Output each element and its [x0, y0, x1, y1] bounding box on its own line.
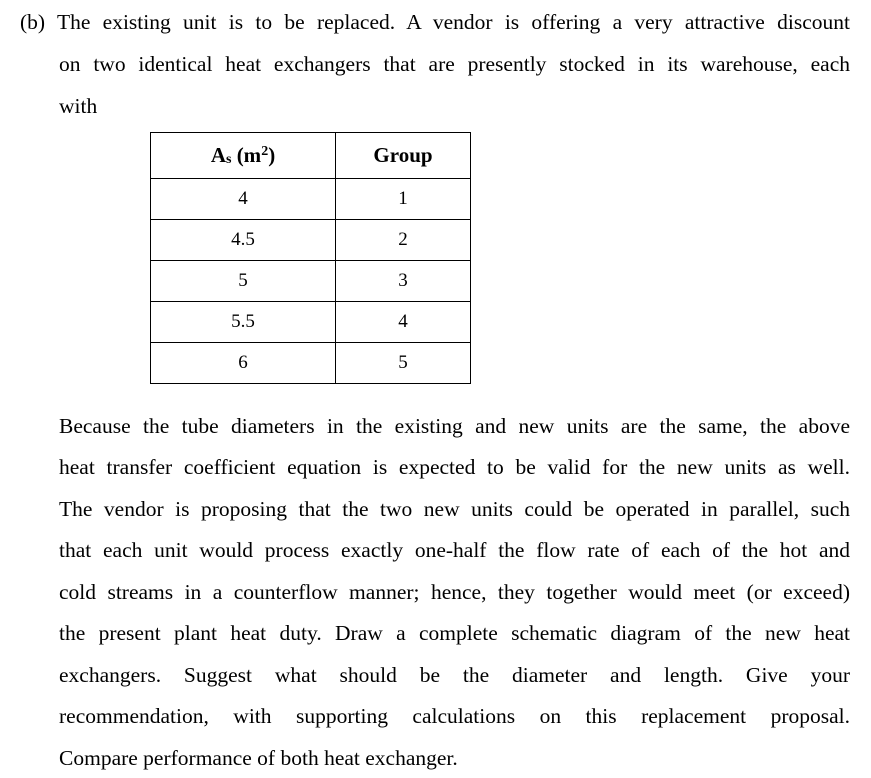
body-line-2: heat transfer coefficient equation is expected to be valid for the new units as well. [59, 455, 850, 479]
table-row [151, 179, 471, 220]
cell-group: 1 [336, 179, 471, 220]
table-row [151, 343, 471, 384]
body-line-3: The vendor is proposing that the two new units could be operated in parallel, such [59, 497, 850, 521]
body-line-9: Compare performance of both heat exchanger. [59, 746, 458, 770]
cell-group: 2 [336, 220, 471, 261]
cell-area: 4.5 [151, 220, 336, 261]
cell-group: 3 [336, 261, 471, 302]
table-row [151, 220, 471, 261]
table-row [151, 261, 471, 302]
intro-line-3: with [59, 94, 98, 118]
cell-area: 4 [151, 179, 336, 220]
body-line-7: exchangers. Suggest what should be the diameter and length. Give your [59, 663, 850, 687]
table-header-row [151, 133, 471, 179]
intro-line-2: on two identical heat exchangers that are presently stocked in its warehouse, each [59, 52, 850, 76]
intro-line-1: (b) The existing unit is to be replaced. A vendor is offering a very attractive discount [20, 10, 850, 34]
body-line-5: cold streams in a counterflow manner; hence, they together would meet (or exceed) [59, 580, 850, 604]
table-row [151, 302, 471, 343]
cell-area: 5.5 [151, 302, 336, 343]
header-area: $A_s$ $(m^2)$ [151, 133, 336, 179]
body-line-6: the present plant heat duty. Draw a complete schematic diagram of the new heat [59, 621, 850, 645]
cell-area: 5 [151, 261, 336, 302]
body-line-4: that each unit would process exactly one-half the flow rate of each of the hot and [59, 538, 850, 562]
cell-group: 4 [336, 302, 471, 343]
cell-area: 6 [151, 343, 336, 384]
body-line-8: recommendation, with supporting calculations on this replacement proposal. [59, 704, 850, 728]
body-line-1: Because the tube diameters in the existing and new units are the same, the above [59, 414, 850, 438]
header-group: Group [336, 133, 471, 179]
cell-group: 5 [336, 343, 471, 384]
area-group-table [150, 132, 471, 384]
